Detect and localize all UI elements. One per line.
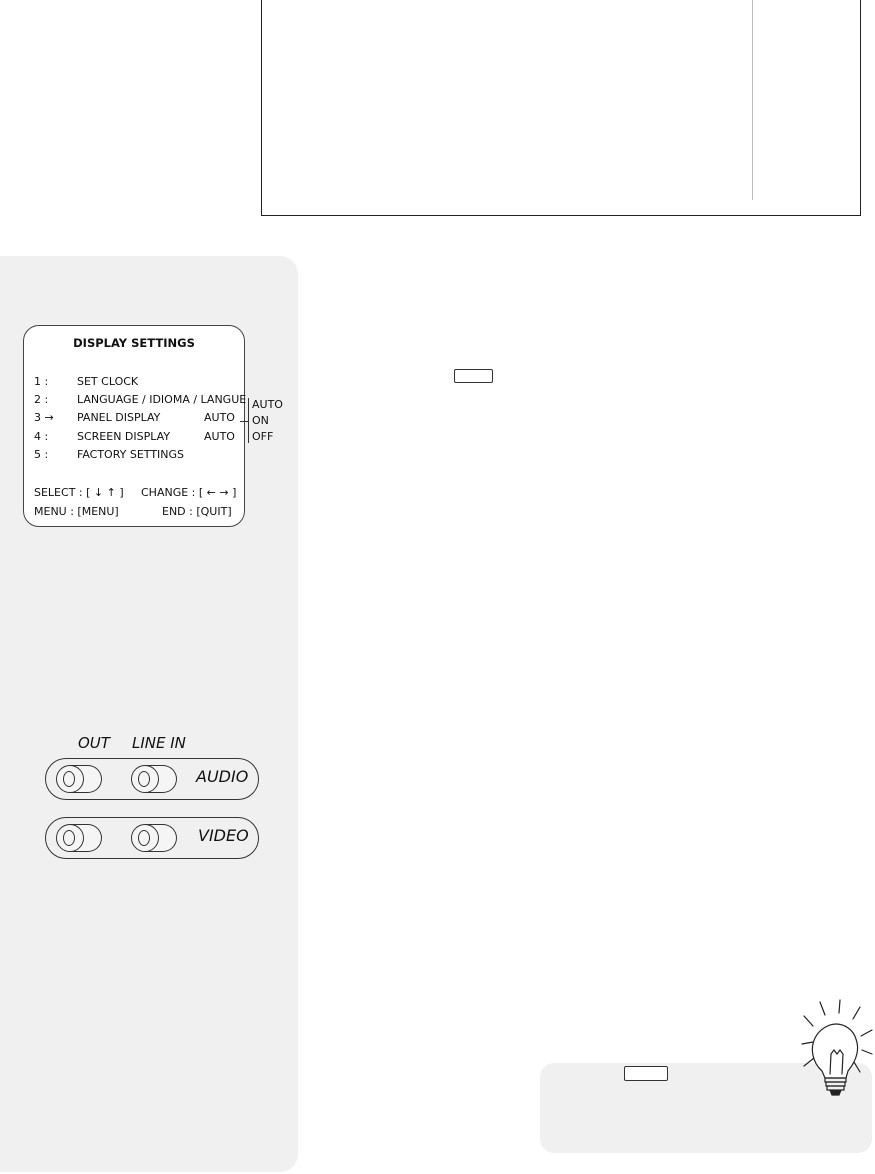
- osd-display-settings-menu: [23, 325, 245, 527]
- osd-item-label: FACTORY SETTINGS: [77, 448, 185, 461]
- jack-line-in-label: LINE IN: [132, 734, 186, 752]
- option-off: OFF: [252, 430, 274, 443]
- video-label: VIDEO: [198, 826, 249, 845]
- menu-key-icon: [454, 369, 493, 383]
- option-on: ON: [252, 414, 269, 427]
- osd-item-number: 1 :: [34, 375, 49, 388]
- lightbulb-icon: [798, 996, 874, 1100]
- jack-out-label: OUT: [78, 734, 110, 752]
- audio-line-in-jack-icon: [131, 765, 177, 793]
- video-jack-panel: [45, 817, 259, 859]
- osd-item-value: AUTO: [204, 430, 235, 443]
- osd-item-label: SCREEN DISPLAY: [77, 430, 171, 443]
- osd-item-label: SET CLOCK: [77, 375, 139, 388]
- osd-title: DISPLAY SETTINGS: [73, 336, 195, 350]
- video-line-in-jack-icon: [131, 824, 177, 852]
- osd-end-hint: END : [QUIT]: [162, 505, 232, 518]
- osd-item-value: AUTO: [204, 411, 235, 424]
- osd-item-label: PANEL DISPLAY: [77, 411, 161, 424]
- audio-label: AUDIO: [196, 767, 249, 786]
- option-auto: AUTO: [252, 398, 283, 411]
- osd-item-number: 4 :: [34, 430, 49, 443]
- audio-out-jack-icon: [56, 765, 102, 793]
- tip-key-icon: [624, 1066, 668, 1081]
- osd-menu-hint: MENU : [MENU]: [34, 505, 119, 518]
- osd-change-hint: CHANGE : [ ← → ]: [141, 486, 237, 499]
- audio-jack-panel: [45, 758, 259, 800]
- osd-select-hint: SELECT : [ ↓ ↑ ]: [34, 486, 124, 499]
- panel-display-options: [252, 397, 283, 445]
- options-bracket: [248, 398, 249, 443]
- video-out-jack-icon: [56, 824, 102, 852]
- top-content-box: [261, 0, 861, 216]
- osd-item-number: 5 :: [34, 448, 49, 461]
- osd-item-number: 3 →: [34, 411, 54, 424]
- osd-item-number: 2 :: [34, 393, 49, 406]
- osd-item-label: LANGUAGE / IDIOMA / LANGUE: [77, 393, 247, 406]
